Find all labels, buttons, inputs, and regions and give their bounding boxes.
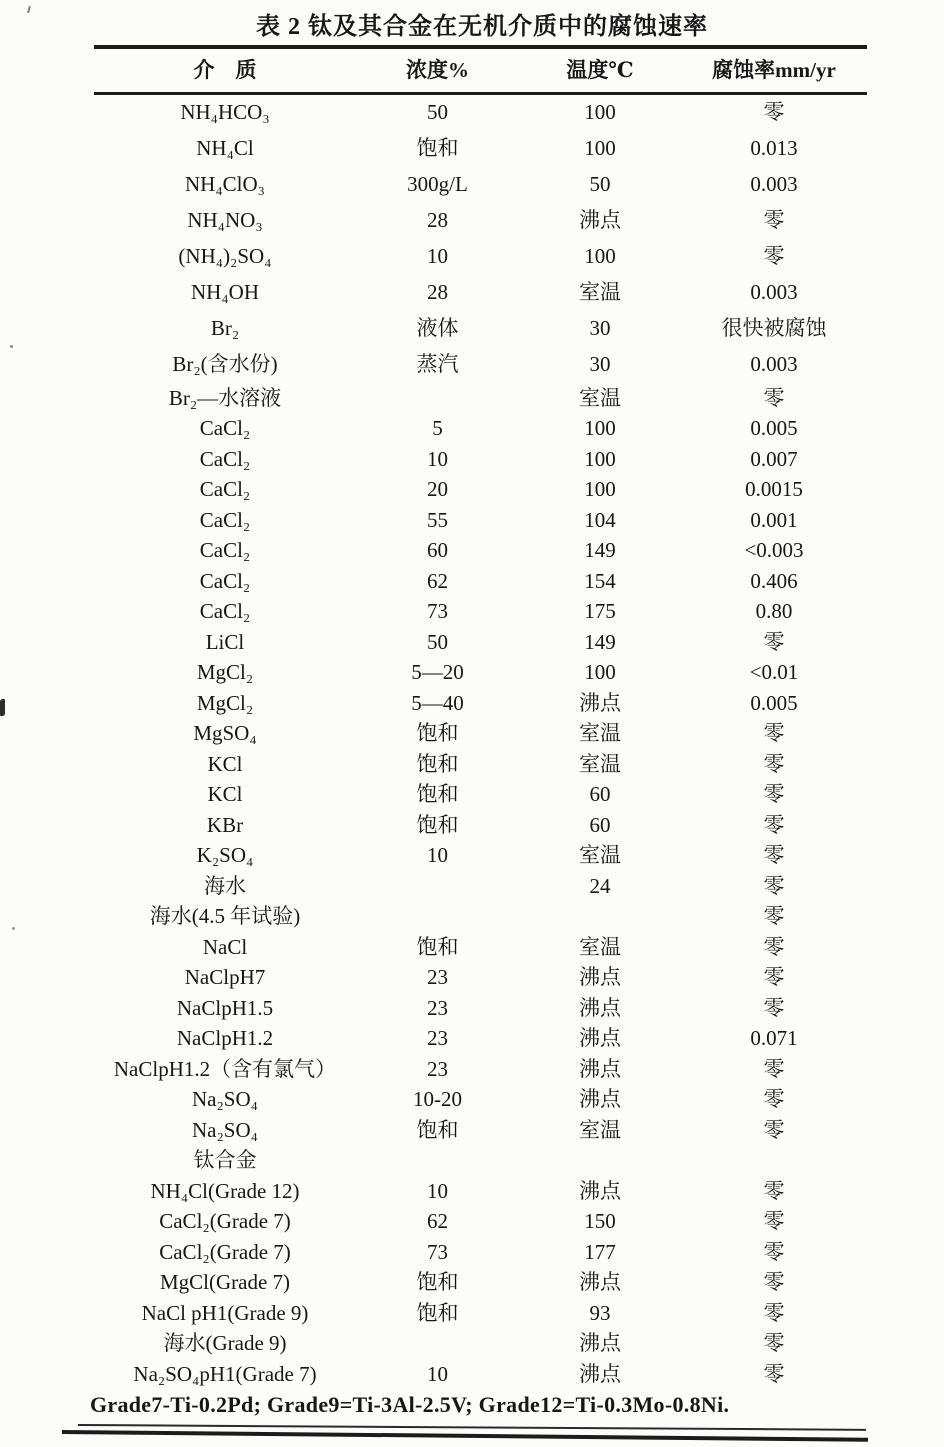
table-cell: 5—40 bbox=[411, 690, 464, 715]
table-cell: 149 bbox=[584, 538, 616, 563]
table-cell: 饱和 bbox=[416, 751, 459, 776]
table-row bbox=[94, 1237, 867, 1268]
table-cell: MgSO₄ bbox=[193, 721, 257, 746]
table-cell: 零 bbox=[763, 385, 785, 410]
table-cell: 154 bbox=[584, 568, 616, 593]
table-cell: 23 bbox=[427, 1056, 448, 1081]
table-cell: 23 bbox=[427, 965, 448, 990]
table-cell: 0.005 bbox=[750, 690, 798, 715]
table-cell: CaCl₂(Grade 7) bbox=[159, 1209, 291, 1234]
table-cell: NaClpH1.2（含有氯气） bbox=[113, 1056, 337, 1081]
table-cell: 沸点 bbox=[579, 1026, 621, 1051]
table-row bbox=[94, 505, 867, 536]
scan-artifact bbox=[12, 927, 15, 930]
table-cell: 饱和 bbox=[416, 782, 459, 807]
table-cell: 沸点 bbox=[579, 1331, 621, 1356]
table-cell: 海水 bbox=[204, 873, 246, 898]
table-cell: CaCl₂ bbox=[199, 477, 251, 502]
table-cell: 零 bbox=[763, 904, 785, 929]
table-row bbox=[94, 383, 867, 414]
table-cell: 沸点 bbox=[579, 1361, 621, 1386]
table-cell: 零 bbox=[763, 1361, 785, 1386]
table-cell: 62 bbox=[427, 568, 448, 593]
table-row bbox=[94, 444, 867, 475]
table-cell: 100 bbox=[584, 416, 616, 441]
table-row bbox=[94, 597, 867, 628]
table-cell: 0.0015 bbox=[745, 477, 803, 502]
table-bottom-thick-rule bbox=[62, 1430, 868, 1442]
header-concentration: 浓度% bbox=[406, 57, 469, 82]
table-row bbox=[94, 1115, 867, 1146]
table-cell: 零 bbox=[763, 1056, 785, 1081]
table-cell: 饱和 bbox=[416, 721, 459, 746]
table-cell: 0.406 bbox=[750, 568, 798, 593]
table-row bbox=[94, 1054, 867, 1085]
table-cell: Na₂SO₄ bbox=[192, 1117, 258, 1142]
table-cell: K₂SO₄ bbox=[196, 843, 254, 868]
table-row bbox=[94, 1176, 867, 1207]
table-cell: 5 bbox=[432, 416, 443, 441]
table-cell: 0.001 bbox=[750, 507, 798, 532]
table-cell: 零 bbox=[763, 1117, 785, 1142]
table-cell: 饱和 bbox=[416, 1300, 459, 1325]
table-cell: NaCl bbox=[202, 934, 248, 959]
scan-artifact bbox=[10, 345, 13, 348]
table-cell: 0.007 bbox=[750, 446, 798, 471]
table-row bbox=[94, 810, 867, 841]
table-row bbox=[94, 347, 867, 383]
table-cell: 100 bbox=[584, 446, 616, 471]
table-row bbox=[94, 536, 867, 567]
table-cell: 沸点 bbox=[579, 1178, 621, 1203]
table-row bbox=[94, 1329, 867, 1360]
table-cell: NaCl pH1(Grade 9) bbox=[141, 1300, 309, 1325]
table-cell: NH₄Cl bbox=[196, 136, 254, 161]
table-cell: KBr bbox=[206, 812, 244, 837]
table-row bbox=[94, 95, 867, 131]
table-cell: 0.003 bbox=[750, 352, 798, 377]
table-cell: NH₄OH bbox=[191, 280, 259, 305]
table-cell: 室温 bbox=[579, 1117, 621, 1142]
table-cell: 50 bbox=[427, 629, 448, 654]
table-row bbox=[94, 719, 867, 750]
table-cell: 104 bbox=[584, 507, 616, 532]
table-cell: NH₄Cl(Grade 12) bbox=[150, 1178, 300, 1203]
table-cell: 零 bbox=[763, 812, 785, 837]
table-cell: 零 bbox=[763, 934, 785, 959]
table-row bbox=[94, 311, 867, 347]
table-cell: 100 bbox=[584, 660, 616, 685]
table-cell: 73 bbox=[427, 1239, 448, 1264]
table-row bbox=[94, 1207, 867, 1238]
table-cell: CaCl₂ bbox=[199, 416, 251, 441]
table-row bbox=[94, 871, 867, 902]
table-cell: <0.003 bbox=[744, 538, 804, 563]
table-cell: 100 bbox=[584, 100, 616, 125]
table-cell: 0.003 bbox=[750, 280, 798, 305]
table-cell: 沸点 bbox=[579, 690, 621, 715]
table-row bbox=[94, 475, 867, 506]
table-cell: 沸点 bbox=[579, 995, 621, 1020]
table-cell: 100 bbox=[584, 136, 616, 161]
table-row bbox=[94, 1085, 867, 1116]
table-cell: 30 bbox=[589, 316, 611, 341]
table-cell: 蒸汽 bbox=[416, 352, 459, 377]
table-cell: 10 bbox=[427, 1178, 448, 1203]
table-cell: 室温 bbox=[579, 721, 621, 746]
table-cell: 55 bbox=[427, 507, 448, 532]
corrosion-table bbox=[94, 45, 867, 1390]
table-cell: 零 bbox=[763, 629, 785, 654]
table-cell: 175 bbox=[584, 599, 616, 624]
table-cell: 零 bbox=[763, 1178, 785, 1203]
table-cell: 0.013 bbox=[750, 136, 798, 161]
table-header-row bbox=[94, 49, 867, 92]
table-cell: Na₂SO₄ bbox=[192, 1087, 258, 1112]
table-cell: CaCl₂(Grade 7) bbox=[159, 1239, 291, 1264]
table-cell: 零 bbox=[763, 208, 785, 233]
scan-artifact bbox=[0, 698, 5, 717]
table-cell: 60 bbox=[589, 812, 611, 837]
table-cell: 零 bbox=[763, 1300, 785, 1325]
table-cell: 60 bbox=[589, 782, 611, 807]
table-cell: CaCl₂ bbox=[199, 538, 251, 563]
table-cell: CaCl₂ bbox=[199, 507, 251, 532]
table-row bbox=[94, 1268, 867, 1299]
table-cell: KCl bbox=[207, 782, 243, 807]
table-cell: 73 bbox=[427, 599, 448, 624]
table-row bbox=[94, 902, 867, 933]
table-cell: 93 bbox=[589, 1300, 611, 1325]
table-cell: 室温 bbox=[579, 934, 621, 959]
table-row bbox=[94, 203, 867, 239]
table-cell: 海水(4.5 年试验) bbox=[149, 904, 301, 929]
table-row bbox=[94, 414, 867, 445]
table-cell: 10-20 bbox=[413, 1087, 462, 1112]
table-cell: 钛合金 bbox=[193, 1148, 257, 1173]
table-bottom-thin-rule bbox=[78, 1424, 866, 1431]
table-cell: Br₂ bbox=[210, 316, 240, 341]
table-title: 表 2 钛及其合金在无机介质中的腐蚀速率 bbox=[256, 14, 708, 40]
table-row bbox=[94, 749, 867, 780]
table-cell: 100 bbox=[584, 477, 616, 502]
table-cell: 50 bbox=[427, 100, 448, 125]
table-cell: Br₂(含水份) bbox=[172, 352, 278, 377]
table-row bbox=[94, 658, 867, 689]
table-cell: NH₄NO₃ bbox=[187, 208, 263, 233]
header-medium: 介 质 bbox=[193, 57, 257, 82]
table-cell: 300g/L bbox=[407, 172, 468, 197]
table-cell: 零 bbox=[763, 873, 785, 898]
table-cell: 沸点 bbox=[579, 208, 621, 233]
table-cell: 23 bbox=[427, 1026, 448, 1051]
table-row bbox=[94, 932, 867, 963]
table-row bbox=[94, 167, 867, 203]
table-row bbox=[94, 1298, 867, 1329]
table-cell: NaClpH1.5 bbox=[176, 995, 274, 1020]
table-cell: 149 bbox=[584, 629, 616, 654]
table-cell: LiCl bbox=[205, 629, 245, 654]
table-cell: 零 bbox=[763, 751, 785, 776]
table-cell: 沸点 bbox=[579, 965, 621, 990]
table-row bbox=[94, 566, 867, 597]
table-row bbox=[94, 239, 867, 275]
table-row bbox=[94, 963, 867, 994]
table-cell: Na₂SO₄pH1(Grade 7) bbox=[133, 1361, 317, 1386]
table-cell: 30 bbox=[589, 352, 611, 377]
table-cell: 沸点 bbox=[579, 1270, 621, 1295]
table-cell: 60 bbox=[427, 538, 448, 563]
table-cell: 饱和 bbox=[416, 934, 459, 959]
table-cell: 28 bbox=[427, 208, 448, 233]
table-cell: 50 bbox=[589, 172, 611, 197]
table-row bbox=[94, 1024, 867, 1055]
table-cell: 10 bbox=[427, 843, 448, 868]
grade-footnote: Grade7-Ti-0.2Pd; Grade9=Ti-3Al-2.5V; Grade12=Ti-0.3Mo-0.8Ni. bbox=[90, 1392, 730, 1417]
table-cell: 饱和 bbox=[416, 1270, 459, 1295]
table-cell: NH₄HCO₃ bbox=[180, 100, 270, 125]
table-cell: KCl bbox=[207, 751, 243, 776]
table-row bbox=[94, 1146, 867, 1177]
table-cell: 零 bbox=[763, 1239, 785, 1264]
table-cell: 零 bbox=[763, 100, 785, 125]
table-row bbox=[94, 275, 867, 311]
table-cell: NaClpH7 bbox=[184, 965, 266, 990]
table-cell: 零 bbox=[763, 782, 785, 807]
table-cell: MgCl₂ bbox=[196, 660, 254, 685]
table-row bbox=[94, 993, 867, 1024]
table-cell: 零 bbox=[763, 1087, 785, 1112]
table-cell: 0.003 bbox=[750, 172, 798, 197]
table-cell: 室温 bbox=[579, 751, 621, 776]
table-cell: 10 bbox=[427, 1361, 448, 1386]
table-cell: 24 bbox=[589, 873, 611, 898]
table-row bbox=[94, 627, 867, 658]
table-cell: 饱和 bbox=[416, 1117, 459, 1142]
table-cell: 62 bbox=[427, 1209, 448, 1234]
table-cell: (NH₄)₂SO₄ bbox=[178, 244, 272, 269]
table-row bbox=[94, 1359, 867, 1390]
table-row bbox=[94, 841, 867, 872]
table-cell: 23 bbox=[427, 995, 448, 1020]
table-cell: 零 bbox=[763, 995, 785, 1020]
table-cell: CaCl₂ bbox=[199, 446, 251, 471]
table-cell: 零 bbox=[763, 843, 785, 868]
table-cell: 室温 bbox=[579, 280, 621, 305]
table-cell: 10 bbox=[427, 446, 448, 471]
table-cell: 饱和 bbox=[416, 812, 459, 837]
table-cell: 150 bbox=[584, 1209, 616, 1234]
table-cell: 沸点 bbox=[579, 1087, 621, 1112]
table-cell: CaCl₂ bbox=[199, 568, 251, 593]
table-row bbox=[94, 131, 867, 167]
table-cell: 零 bbox=[763, 1270, 785, 1295]
table-cell: <0.01 bbox=[749, 660, 799, 685]
table-cell: 0.005 bbox=[750, 416, 798, 441]
table-body bbox=[94, 95, 867, 1390]
header-corrosion-rate: 腐蚀率mm/yr bbox=[712, 57, 836, 82]
table-cell: 20 bbox=[427, 477, 448, 502]
table-cell: 室温 bbox=[579, 385, 621, 410]
table-cell: NH₄ClO₃ bbox=[185, 172, 265, 197]
header-temperature: 温度℃ bbox=[566, 57, 634, 82]
table-cell: 液体 bbox=[416, 316, 459, 341]
table-cell: 零 bbox=[763, 965, 785, 990]
table-cell: 177 bbox=[584, 1239, 616, 1264]
table-cell: MgCl₂ bbox=[196, 690, 254, 715]
table-cell: 0.80 bbox=[755, 599, 793, 624]
table-cell: 零 bbox=[763, 244, 785, 269]
table-cell: CaCl₂ bbox=[199, 599, 251, 624]
table-cell: 很快被腐蚀 bbox=[721, 316, 827, 341]
table-cell: 零 bbox=[763, 721, 785, 746]
table-cell: 10 bbox=[427, 244, 448, 269]
table-cell: 零 bbox=[763, 1209, 785, 1234]
table-cell: 28 bbox=[427, 280, 448, 305]
table-row bbox=[94, 688, 867, 719]
table-cell: 0.071 bbox=[750, 1026, 798, 1051]
table-cell: Br₂—水溶液 bbox=[168, 385, 282, 410]
table-cell: 沸点 bbox=[579, 1056, 621, 1081]
table-cell: 100 bbox=[584, 244, 616, 269]
table-cell: MgCl(Grade 7) bbox=[159, 1270, 291, 1295]
table-cell: 海水(Grade 9) bbox=[163, 1331, 287, 1356]
table-cell: 零 bbox=[763, 1331, 785, 1356]
table-cell: 室温 bbox=[579, 843, 621, 868]
table-row bbox=[94, 780, 867, 811]
table-cell: 饱和 bbox=[416, 136, 459, 161]
table-cell: NaClpH1.2 bbox=[176, 1026, 274, 1051]
table-cell: 5—20 bbox=[411, 660, 464, 685]
